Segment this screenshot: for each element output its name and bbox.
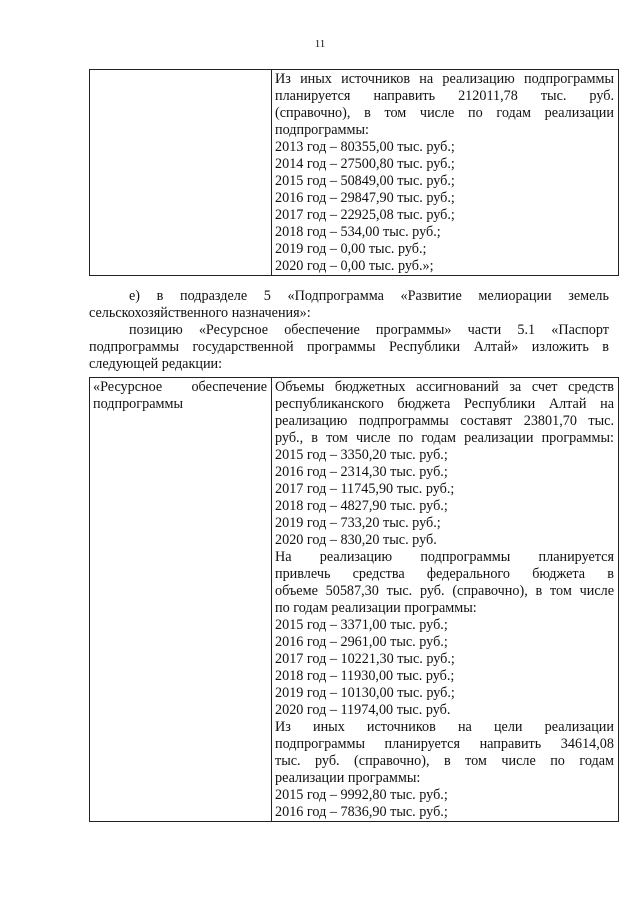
text-line: Из иных источников на реализацию подпрограммы — [275, 71, 614, 87]
text-line: объеме 50587,30 тыс. руб. (справочно), в том числе — [275, 583, 614, 599]
text-line: 2015 год – 50849,00 тыс. руб.; — [275, 173, 455, 189]
text-line: На реализацию подпрограммы планируется — [275, 549, 614, 565]
text-line: 2020 год – 830,20 тыс. руб. — [275, 532, 437, 548]
paragraph-section-e — [89, 288, 609, 322]
text-line: 2015 год – 3350,20 тыс. руб.; — [275, 447, 448, 463]
paragraph-line: подпрограммы государственной программы Республики Алтай» изложить в — [89, 339, 609, 355]
label-line: подпрограммы — [93, 396, 183, 412]
text-line: 2015 год – 9992,80 тыс. руб.; — [275, 787, 448, 803]
text-line: (справочно), в том числе по годам реализации — [275, 105, 614, 121]
text-line: 2019 год – 733,20 тыс. руб.; — [275, 515, 441, 531]
text-line: 2013 год – 80355,00 тыс. руб.; — [275, 139, 455, 155]
funding-table-continued — [89, 69, 619, 276]
paragraph-line: сельскохозяйственного назначения»: — [89, 305, 311, 321]
text-line: Из иных источников на цели реализации — [275, 719, 614, 735]
paragraph-line: е) в подразделе 5 «Подпрограмма «Развитие мелиорации земель — [129, 288, 609, 304]
label-line: «Ресурсное обеспечение — [93, 379, 267, 395]
text-line: привлечь средства федерального бюджета в — [275, 566, 614, 582]
text-line: 2016 год – 7836,90 тыс. руб.; — [275, 804, 448, 820]
text-line: 2017 год – 11745,90 тыс. руб.; — [275, 481, 455, 497]
text-line: планируется направить 212011,78 тыс. руб. — [275, 88, 614, 104]
text-line: республиканского бюджета Республики Алтай на — [275, 396, 614, 412]
text-line: 2016 год – 2961,00 тыс. руб.; — [275, 634, 448, 650]
paragraph-position — [89, 322, 609, 373]
resource-provision-table — [89, 377, 619, 822]
text-line: 2017 год – 10221,30 тыс. руб.; — [275, 651, 455, 667]
text-line: 2015 год – 3371,00 тыс. руб.; — [275, 617, 448, 633]
funding-text-cell — [272, 70, 619, 276]
empty-label-cell — [90, 70, 272, 276]
text-line: 2020 год – 11974,00 тыс. руб. — [275, 702, 451, 718]
paragraph-line: следующей редакции: — [89, 356, 223, 372]
text-line: 2019 год – 10130,00 тыс. руб.; — [275, 685, 455, 701]
text-line: подпрограммы планируется направить 34614,08 — [275, 736, 614, 752]
paragraph-line: позицию «Ресурсное обеспечение программы» части 5.1 «Паспорт — [129, 322, 609, 338]
text-line: подпрограммы: — [275, 122, 369, 138]
resource-provision-label-cell — [90, 378, 272, 822]
resource-provision-text-cell — [272, 378, 619, 822]
text-line: 2018 год – 534,00 тыс. руб.; — [275, 224, 441, 240]
text-line: 2018 год – 4827,90 тыс. руб.; — [275, 498, 448, 514]
text-line: руб., в том числе по годам реализации программы: — [275, 430, 614, 446]
page-number: 11 — [314, 38, 326, 50]
text-line: 2017 год – 22925,08 тыс. руб.; — [275, 207, 455, 223]
table-row — [90, 70, 619, 276]
text-line: тыс. руб. (справочно), в том числе по годам — [275, 753, 614, 769]
text-line: по годам реализации программы: — [275, 600, 477, 616]
text-line: реализацию подпрограммы составят 23801,70 тыс. — [275, 413, 614, 429]
text-line: 2016 год – 2314,30 тыс. руб.; — [275, 464, 448, 480]
text-line: 2016 год – 29847,90 тыс. руб.; — [275, 190, 455, 206]
text-line: 2019 год – 0,00 тыс. руб.; — [275, 241, 427, 257]
text-line: реализации программы: — [275, 770, 421, 786]
text-line: 2020 год – 0,00 тыс. руб.»; — [275, 258, 434, 274]
table-row — [90, 378, 619, 822]
text-line: Объемы бюджетных ассигнований за счет средств — [275, 379, 614, 395]
text-line: 2018 год – 11930,00 тыс. руб.; — [275, 668, 455, 684]
text-line: 2014 год – 27500,80 тыс. руб.; — [275, 156, 455, 172]
